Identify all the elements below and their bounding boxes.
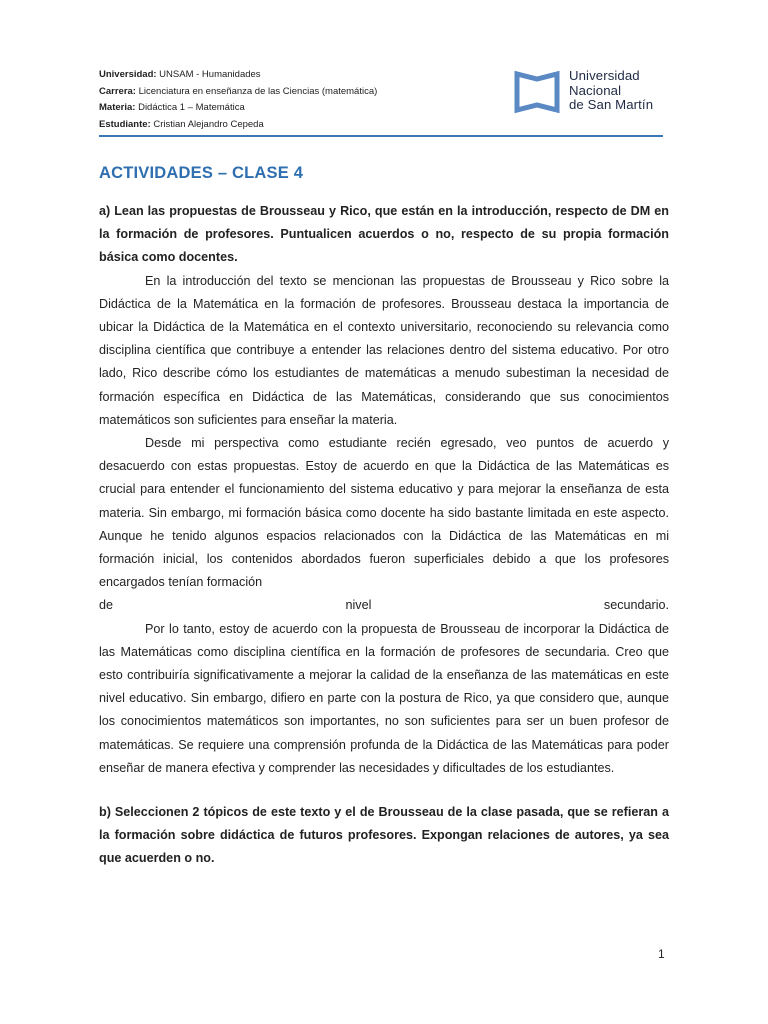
logo-line-1: Universidad [569, 68, 640, 83]
page-number: 1 [658, 947, 665, 961]
logo-line-2: Nacional [569, 82, 622, 98]
header-metadata [99, 67, 377, 133]
page-title: ACTIVIDADES – CLASE 4 [99, 164, 304, 182]
paragraph-3: Por lo tanto, estoy de acuerdo con la propuesta de Brousseau de incorporar la Didáctica de las Matemáticas como disciplina científica en la formación de profesores de secundaria. Creo que esto contribuiría significativamente a mejorar la calidad de la enseñanza de las matemáticas en este nivel educativo. Sin embargo, difiero en parte con la postura de Rico, ya que considero que, aunque los conocimientos matemáticos son importantes, no son suficientes para ser un buen profesor de matemáticas. Se requiere una comprensión profunda de la Didáctica de las Matemáticas para poder enseñar de manera efectiva y comprender las necesidades y dificultades de los estudiantes. [99, 621, 669, 775]
header-university [99, 67, 377, 84]
spacer [99, 780, 669, 801]
split-word-1: de [99, 598, 114, 613]
student-value: Cristian Alejandro Cepeda [150, 118, 264, 130]
split-word-2: nivel [345, 598, 372, 613]
university-value: UNSAM - Humanidades [156, 69, 261, 80]
university-logo [514, 68, 674, 116]
header-student [99, 117, 377, 134]
split-word-3: secundario. [603, 598, 669, 613]
career-label: Carrera: [99, 85, 136, 97]
logo-text [569, 69, 653, 113]
paragraph-2: Desde mi perspectiva como estudiante recién egresado, veo puntos de acuerdo y desacuerdo con estas propuestas. Estoy de acuerdo en que la Didáctica de las Matemáticas es crucial para entender el funcionamiento del sistema educativo y para mejorar la enseñanza de esta materia. Sin embargo, mi formación básica como docente ha sido bastante limitada en este aspecto. Aunque he tenido algunos espacios relacionados con la Didáctica de las Matemáticas en mi formación inicial, los contenidos abordados fueron superficiales debido a que los profesores encargados tenían formación [99, 436, 669, 590]
header-career [99, 84, 377, 101]
subject-value: Didáctica 1 – Matemática [135, 102, 245, 113]
subject-label: Materia: [99, 102, 136, 113]
question-a: a) Lean las propuestas de Brousseau y Rico, que están en la introducción, respecto de DM en la formación de profesores. Puntualicen acuerdos o no, respecto de su propia formación básica como docentes. [99, 204, 669, 265]
header-divider [99, 135, 663, 137]
paragraph-2-last-line [99, 594, 669, 617]
logo-line-3: de San Martín [569, 97, 654, 112]
university-label: Universidad: [99, 69, 157, 80]
question-b: b) Seleccionen 2 tópicos de este texto y el de Brousseau de la clase pasada, que se refieran a la formación sobre didáctica de futuros profesores. Expongan relaciones de autores, ya sea que acuerden o no. [99, 805, 669, 866]
open-book-icon [514, 70, 560, 114]
document-body [99, 200, 669, 871]
student-label: Estudiante: [99, 118, 151, 130]
paragraph-1: En la introducción del texto se mencionan las propuestas de Brousseau y Rico sobre la Didáctica de la Matemática en la formación de profesores. Brousseau destaca la importancia de ubicar la Didáctica de la Matemática en el contexto universitario, reconociendo su relevancia como disciplina científica que contribuye a entender las relaciones dentro del sistema educativo. Por otro lado, Rico describe cómo los estudiantes de matemáticas a menudo subestiman la necesidad de formación específica en Didáctica de las Matemáticas, considerando que sus conocimientos matemáticos son suficientes para enseñar la materia. [99, 273, 669, 427]
header-subject [99, 100, 377, 117]
career-value: Licenciatura en enseñanza de las Ciencias (matemática) [135, 85, 378, 97]
